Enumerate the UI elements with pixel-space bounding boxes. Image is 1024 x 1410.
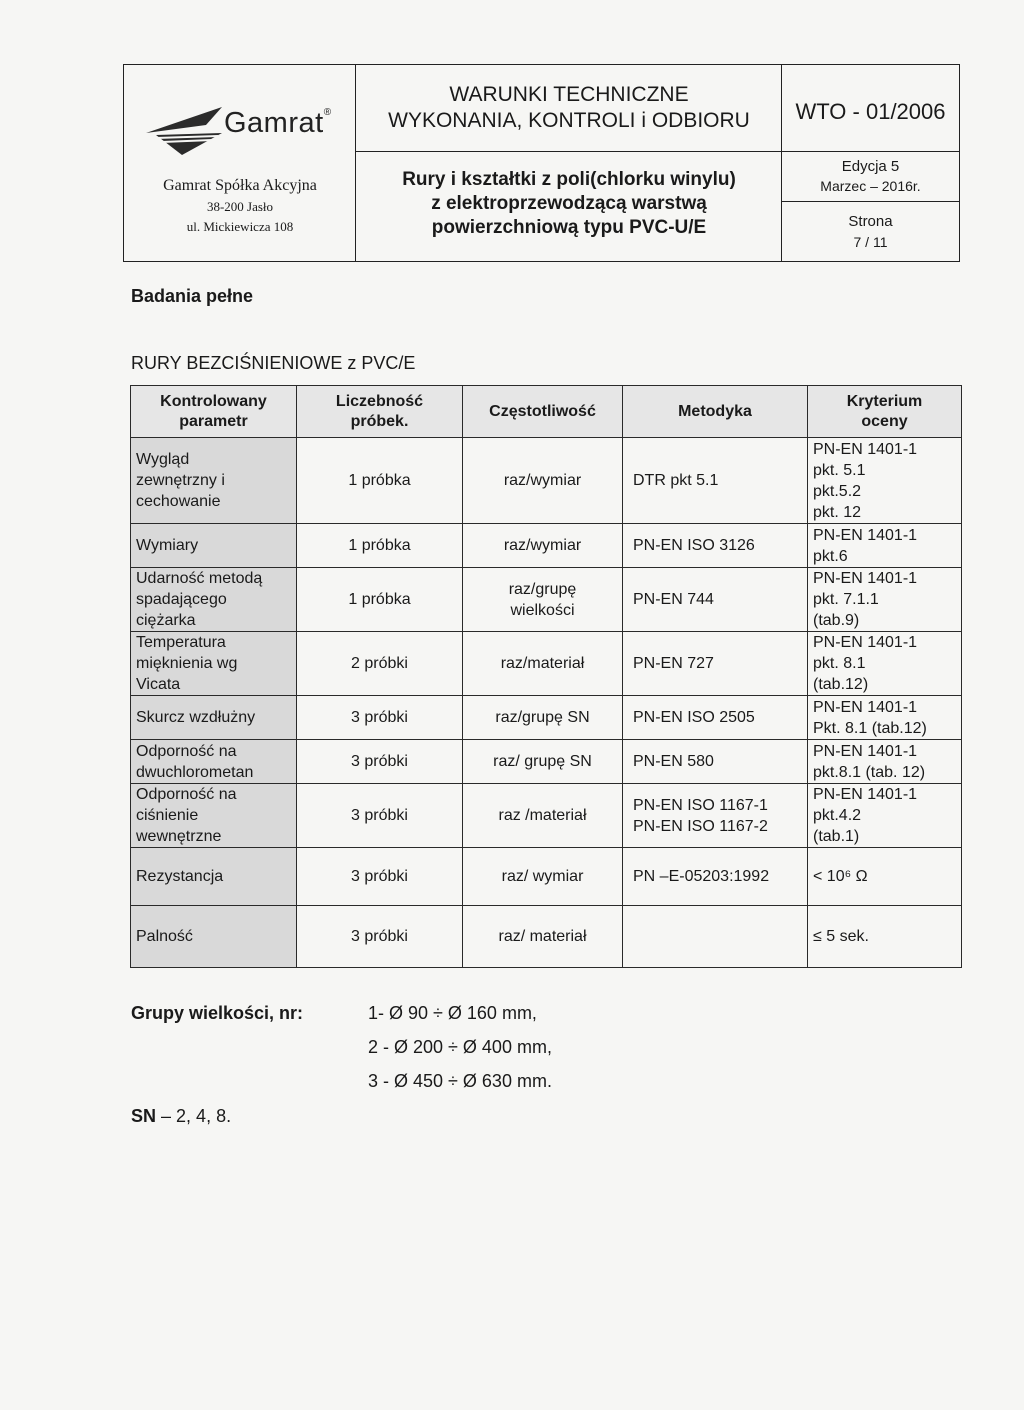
table-header-row — [131, 386, 962, 438]
cell-method: PN-EN 744 — [623, 568, 808, 632]
table-row — [131, 438, 962, 524]
header-frequency: Częstotliwość — [463, 386, 623, 438]
cell-count: 3 próbki — [297, 696, 463, 740]
cell-frequency: raz/ materiał — [463, 906, 623, 968]
product-line2: z elektroprzewodzącą warstwą — [431, 193, 707, 214]
cell-method: PN-EN 580 — [623, 740, 808, 784]
gamrat-logo-icon — [142, 103, 232, 155]
cell-method: PN –E-05203:1992 — [623, 848, 808, 906]
cell-count: 1 próbka — [297, 438, 463, 524]
cell-criterion: PN-EN 1401-1 pkt.8.1 (tab. 12) — [808, 740, 962, 784]
cell-frequency: raz/grupę SN — [463, 696, 623, 740]
cell-count: 3 próbki — [297, 906, 463, 968]
company-address-street: ul. Mickiewicza 108 — [186, 219, 294, 234]
doc-title-line1: WARUNKI TECHNICZNE — [449, 83, 689, 106]
doc-title-line2: WYKONANIA, KONTROLI i ODBIORU — [388, 109, 750, 132]
cell-frequency: raz/ grupę SN — [463, 740, 623, 784]
logo-wordmark: Gamrat® — [224, 107, 332, 139]
cell-method: PN-EN 727 — [623, 632, 808, 696]
doc-code: WTO - 01/2006 — [795, 99, 946, 124]
header-method: Metodyka — [623, 386, 808, 438]
gamrat-logo — [142, 103, 357, 155]
edition-label: Edycja 5 — [841, 158, 900, 175]
cell-frequency: raz/materiał — [463, 632, 623, 696]
table-row — [131, 906, 962, 968]
cell-method: PN-EN ISO 2505 — [623, 696, 808, 740]
cell-criterion: PN-EN 1401-1 pkt.4.2 (tab.1) — [808, 784, 962, 848]
section-title: Badania pełne — [131, 286, 254, 306]
cell-frequency: raz/grupę wielkości — [463, 568, 623, 632]
sn-classes: SN – 2, 4, 8. — [131, 1106, 232, 1126]
table-subtitle: RURY BEZCIŚNIENIOWE z PVC/E — [131, 353, 416, 373]
document-header — [123, 64, 960, 262]
cell-criterion: PN-EN 1401-1 pkt. 8.1 (tab.12) — [808, 632, 962, 696]
table-row — [131, 632, 962, 696]
cell-frequency: raz/wymiar — [463, 524, 623, 568]
cell-frequency: raz/wymiar — [463, 438, 623, 524]
cell-count: 1 próbka — [297, 524, 463, 568]
cell-method: PN-EN ISO 3126 — [623, 524, 808, 568]
cell-param: Odporność na dwuchlorometan — [131, 740, 297, 784]
cell-criterion: PN-EN 1401-1 pkt. 5.1 pkt.5.2 pkt. 12 — [808, 438, 962, 524]
tests-table — [130, 385, 962, 968]
header-criterion: Kryterium oceny — [808, 386, 962, 438]
cell-param: Wygląd zewnętrzny i cechowanie — [131, 438, 297, 524]
size-group-2: 2 - Ø 200 ÷ Ø 400 mm, — [368, 1037, 552, 1057]
cell-count: 3 próbki — [297, 848, 463, 906]
product-line3: powierzchniową typu PVC-U/E — [431, 217, 707, 238]
table-row — [131, 696, 962, 740]
cell-criterion: PN-EN 1401-1 Pkt. 8.1 (tab.12) — [808, 696, 962, 740]
cell-param: Rezystancja — [131, 848, 297, 906]
cell-param: Palność — [131, 906, 297, 968]
edition-date: Marzec – 2016r. — [820, 178, 921, 194]
cell-frequency: raz /materiał — [463, 784, 623, 848]
size-groups-label: Grupy wielkości, nr: — [131, 1003, 304, 1023]
table-row — [131, 524, 962, 568]
header-param: Kontrolowany parametr — [131, 386, 297, 438]
table-row — [131, 740, 962, 784]
cell-method: DTR pkt 5.1 — [623, 438, 808, 524]
cell-param: Temperatura mięknienia wg Vicata — [131, 632, 297, 696]
cell-count: 1 próbka — [297, 568, 463, 632]
cell-count: 3 próbki — [297, 784, 463, 848]
cell-count: 3 próbki — [297, 740, 463, 784]
cell-method: PN-EN ISO 1167-1 PN-EN ISO 1167-2 — [623, 784, 808, 848]
header-count: Liczebność próbek. — [297, 386, 463, 438]
cell-param: Skurcz wzdłużny — [131, 696, 297, 740]
table-row — [131, 848, 962, 906]
page-number: 7 / 11 — [853, 234, 888, 250]
cell-criterion: < 10⁶ Ω — [808, 848, 962, 906]
cell-count: 2 próbki — [297, 632, 463, 696]
size-group-3: 3 - Ø 450 ÷ Ø 630 mm. — [368, 1071, 552, 1091]
cell-criterion: PN-EN 1401-1 pkt. 7.1.1 (tab.9) — [808, 568, 962, 632]
cell-method — [623, 906, 808, 968]
product-line1: Rury i kształtki z poli(chlorku winylu) — [402, 169, 736, 190]
cell-param: Udarność metodą spadającego ciężarka — [131, 568, 297, 632]
cell-param: Wymiary — [131, 524, 297, 568]
cell-criterion: PN-EN 1401-1 pkt.6 — [808, 524, 962, 568]
table-row — [131, 568, 962, 632]
table-row — [131, 784, 962, 848]
cell-frequency: raz/ wymiar — [463, 848, 623, 906]
company-name: Gamrat Spółka Akcyjna — [163, 177, 317, 194]
company-address-city: 38-200 Jasło — [206, 199, 274, 214]
cell-criterion: ≤ 5 sek. — [808, 906, 962, 968]
page-label: Strona — [848, 213, 893, 230]
cell-param: Odporność na ciśnienie wewnętrzne — [131, 784, 297, 848]
size-group-1: 1- Ø 90 ÷ Ø 160 mm, — [368, 1003, 537, 1023]
